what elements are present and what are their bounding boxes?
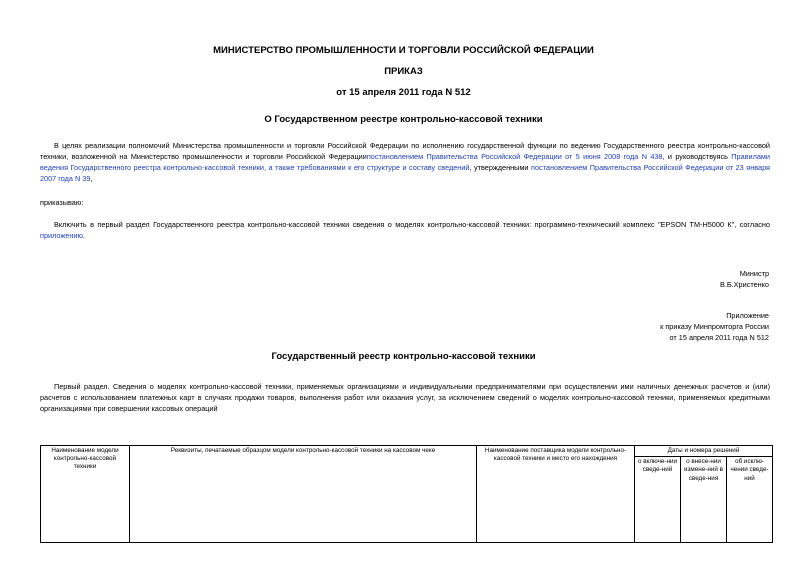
section-paragraph: Первый раздел. Сведения о моделях контрольно-кассовой техники, применяемых организациями и индивидуальными предпринимателями при осуществлении ими наличных денежных расчетов и (или) расчетов с использованием платежных карт в случаях продажи товаров, выполнения работ или оказания услуг, за исключением сведений о моделях контрольно-кассовой техники, применяемых кредитными организациями при совершении кассовых операций: [40, 382, 770, 413]
registry-title: Государственный реестр контрольно-кассовой техники: [271, 351, 536, 362]
preamble-link-rules[interactable]: Правилами ведения Государственного реестра контрольно-кассовой техники, а также требованиями к его структуре и составу сведений: [40, 152, 770, 172]
ministry-heading: МИНИСТЕРСТВО ПРОМЫШЛЕННОСТИ И ТОРГОВЛИ РОССИЙСКОЙ ФЕДЕРАЦИИ: [213, 45, 594, 56]
subheader-inclusion: о включе-нии сведе-ний: [635, 457, 681, 543]
clause-paragraph: [40, 219, 770, 241]
registry-table: [40, 445, 773, 543]
signature-block: [720, 268, 769, 290]
doc-type-heading: ПРИКАЗ: [384, 66, 423, 77]
preamble-text-4: ,: [90, 174, 93, 183]
appendix-line-3: от 15 апреля 2011 года N 512: [669, 333, 769, 342]
appendix-block: [660, 310, 769, 343]
header-model: Наименование модели контрольно-кассовой техники: [41, 446, 130, 543]
table-header-row: [41, 446, 773, 457]
header-requisites: Реквизиты, печатаемые образцом модели контрольно-кассовой техники на кассовом чеке: [130, 446, 477, 543]
preamble-paragraph: [40, 140, 770, 184]
subject-heading: О Государственном реестре контрольно-кассовой техники: [264, 114, 543, 125]
preamble-text-2: , и руководствуясь: [662, 152, 732, 161]
preamble-link-438[interactable]: постановлением Правительства Российской Федерации от 5 июня 2008 года N 438: [366, 152, 663, 161]
appendix-link[interactable]: приложению: [40, 231, 83, 240]
preamble-text-3: , утвержденными: [469, 163, 532, 172]
signature-name: В.Б.Христенко: [719, 280, 769, 289]
signature-position: Министр: [739, 269, 769, 278]
date-number-heading: от 15 апреля 2011 года N 512: [336, 87, 471, 98]
header-supplier: Наименование поставщика модели контрольно-кассовой техники и место его нахождения: [477, 446, 635, 543]
header-dates: Даты и номера решений: [635, 446, 773, 457]
clause-text-2: .: [82, 231, 85, 240]
appendix-line-1: Приложение: [726, 311, 769, 320]
order-word: приказываю:: [40, 198, 84, 207]
preamble-text-1: В целях реализации полномочий Министерства промышленности и торговли Российской Федерации по исполнению государственной функции по ведению Государственного реестра контрольно-кассовой техники, возложенной на Министерство промышленности и торговли Российской Федерации: [40, 141, 770, 161]
subheader-changes: о внесе-нии измене-ний в сведе-ния: [681, 457, 727, 543]
preamble-link-39[interactable]: постановлением Правительства Российской Федерации от 23 января 2007 года N 39: [40, 163, 771, 183]
subheader-exclusion: об исклю-чении сведе-ний: [727, 457, 773, 543]
clause-text-1: Включить в первый раздел Государственного реестра контрольно-кассовой техники сведения о моделях контрольно-кассовой техники: программно-технический комплекс "EPSON TM-H5000 К", согласно: [54, 220, 770, 229]
appendix-line-2: к приказу Минпромторга России: [660, 322, 769, 331]
